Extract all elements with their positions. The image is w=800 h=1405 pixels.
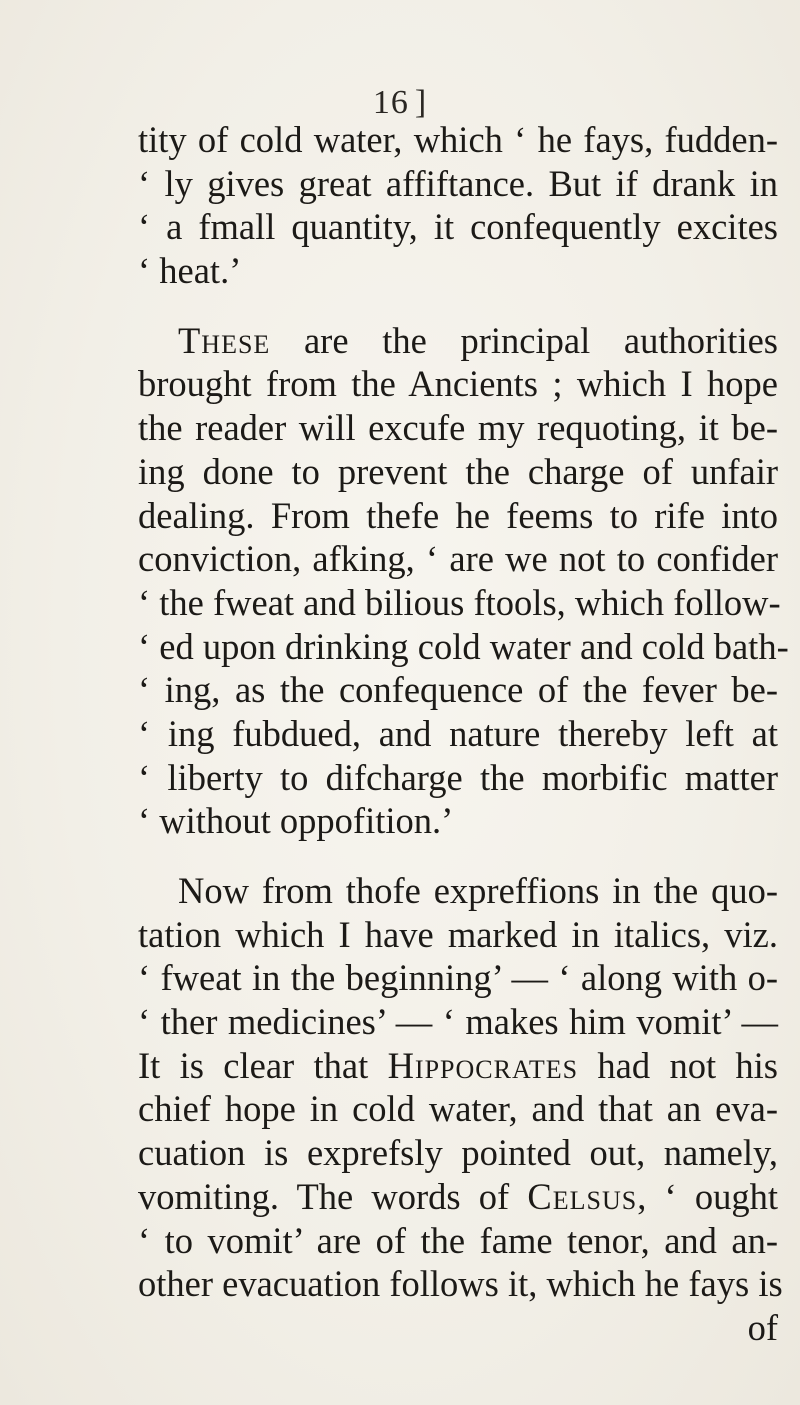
text-line: Now from thofe expreffions in the quo- [178,870,778,911]
text-line: ‘ ly gives great affiftance. But if drank in [138,162,778,204]
text-line: the reader will excufe my requoting, it be- [138,407,778,449]
text-line: tity of cold water, which ‘ he fays, fudden- [138,119,778,160]
small-caps-name: Celsus [527,1175,638,1217]
paragraph [138,118,778,293]
page-number-bracket: ] [414,84,428,121]
text-line: ‘ ther medicines’ — ‘ makes him vomit’ — [138,1001,778,1043]
running-head [0,84,800,122]
text-line: other evacuation follows it, which he fays is [138,1263,783,1305]
text-line: ‘ ing, as the confequence of the fever be- [138,669,778,711]
paragraph [138,869,783,1306]
text-line: conviction, afking, ‘ are we not to confider [138,538,778,580]
catchword: of [747,1306,778,1348]
text-line: These are the principal authorities [178,319,778,361]
text-line: ‘ liberty to difcharge the morbific matter [138,756,778,798]
text-line: ‘ to vomit’ are of the fame tenor, and an- [138,1219,778,1261]
small-caps-lead: These [178,319,271,361]
text-line: ‘ heat.’ [138,250,242,292]
small-caps-name: Hippocrates [387,1044,579,1086]
text-line: ‘ ing fubdued, and nature thereby left at [138,712,778,754]
text-line: ing done to prevent the charge of unfair [138,450,778,492]
text-line: brought from the Ancients ; which I hope [138,363,778,405]
text-line: dealing. From thefe he feems to rife into [138,494,778,536]
text-line: It is clear that Hippocrates had not his [138,1044,779,1086]
body-text [138,118,789,1350]
paragraph [138,319,789,843]
text-line: cuation is exprefsly pointed out, namely, [138,1132,778,1174]
text-line: vomiting. The words of Celsus, ‘ ought [138,1175,778,1217]
text-line: ‘ a fmall quantity, it confequently excites [138,206,778,248]
text-line: ‘ without oppofition.’ [138,800,454,842]
page-number: 16 [372,84,409,121]
text-line: tation which I have marked in italics, viz. [138,913,778,955]
text-line: ‘ ed upon drinking cold water and cold bath- [138,625,789,667]
text-line: ‘ the fweat and bilious ftools, which follow- [138,581,781,623]
text-line: ‘ fweat in the beginning’ — ‘ along with o- [138,957,778,999]
text-line: chief hope in cold water, and that an eva- [138,1088,778,1130]
